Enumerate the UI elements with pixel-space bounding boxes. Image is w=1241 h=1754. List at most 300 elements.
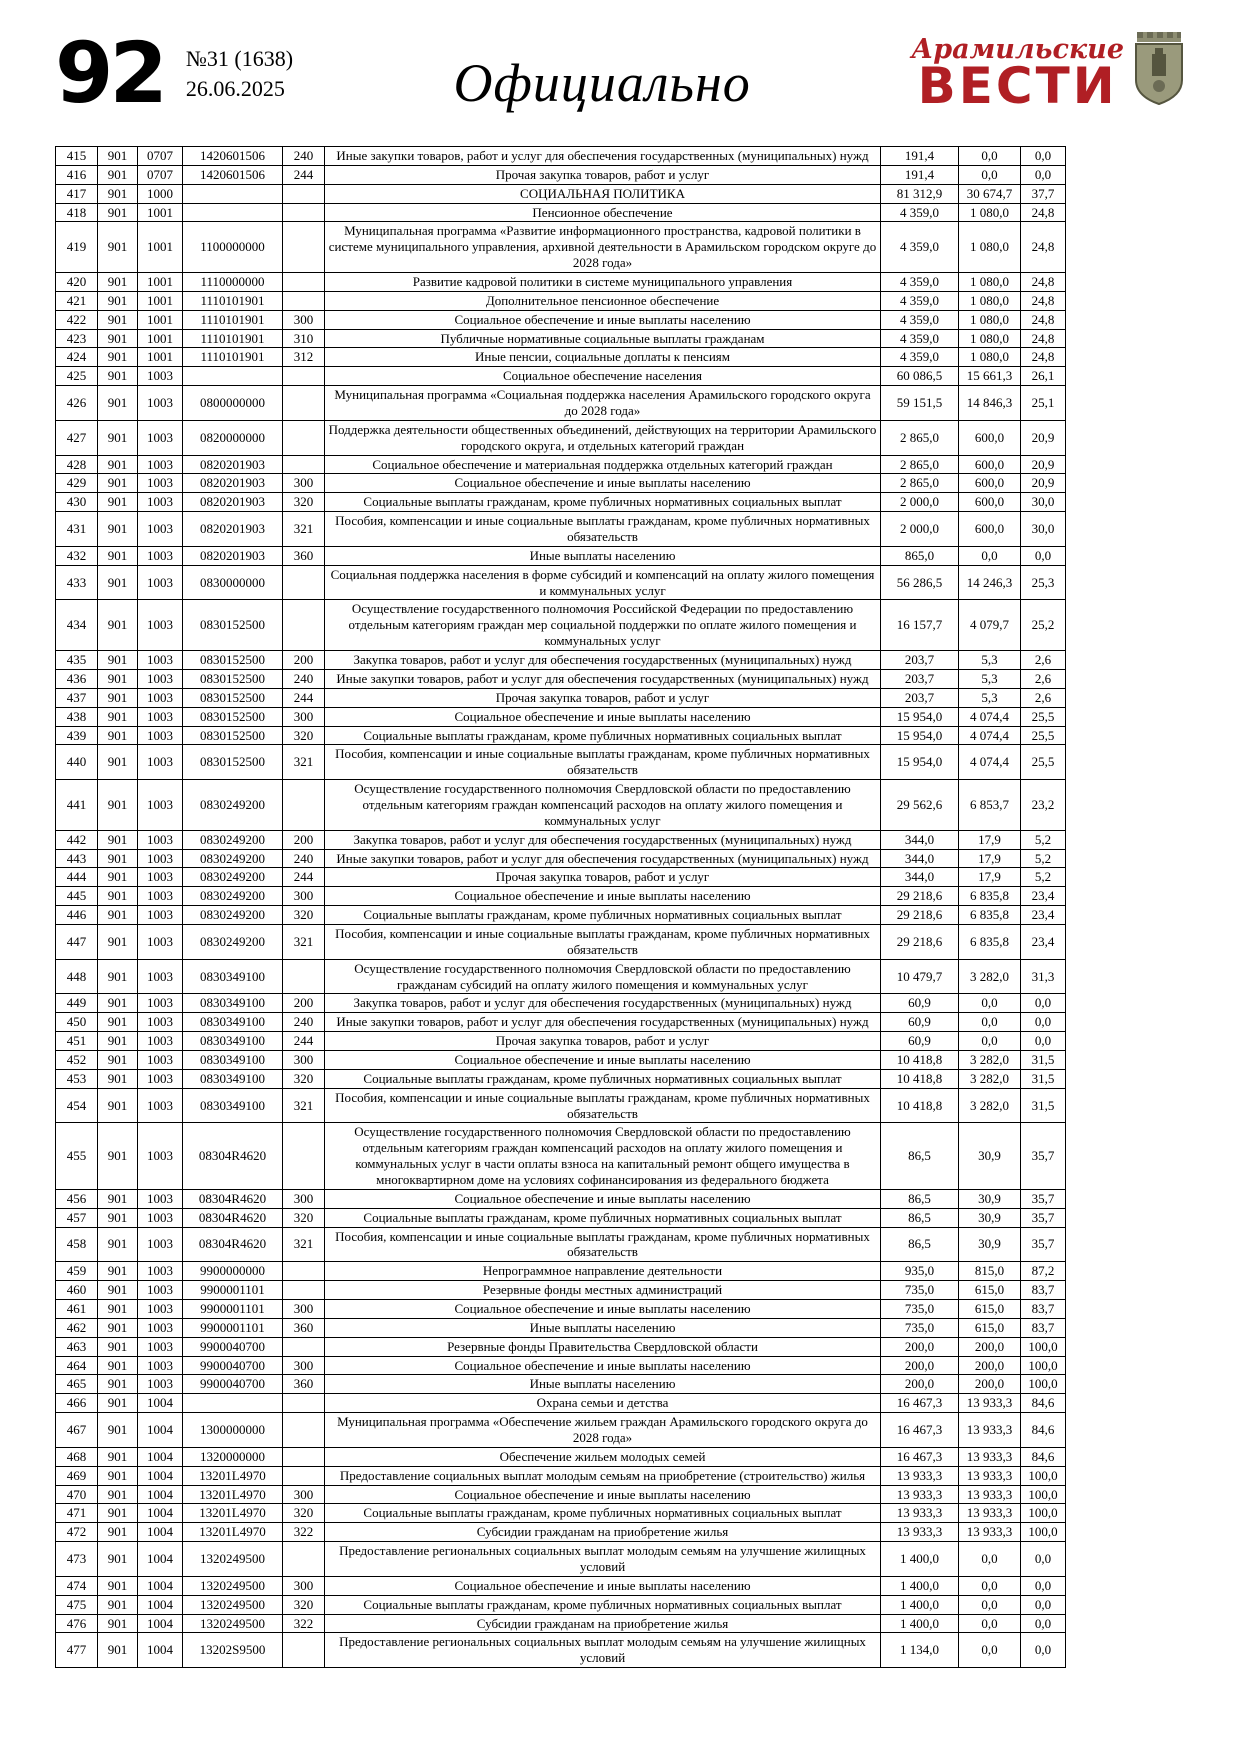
cell-pct: 5,2 (1021, 830, 1066, 849)
cell-pct: 84,6 (1021, 1447, 1066, 1466)
cell-pct: 23,4 (1021, 887, 1066, 906)
table-row (56, 1447, 1066, 1466)
cell-rz: 1004 (138, 1523, 183, 1542)
cell-fact: 5,3 (959, 669, 1021, 688)
cell-name: Социальное обеспечение и иные выплаты населению (325, 1189, 881, 1208)
cell-grbs: 901 (98, 184, 138, 203)
cell-csr: 0830152500 (183, 651, 283, 670)
cell-fact: 17,9 (959, 868, 1021, 887)
cell-n: 427 (56, 420, 98, 455)
table-row (56, 1337, 1066, 1356)
cell-plan: 865,0 (881, 546, 959, 565)
cell-plan: 60,9 (881, 1032, 959, 1051)
cell-grbs: 901 (98, 1300, 138, 1319)
table-row (56, 1394, 1066, 1413)
table-row (56, 493, 1066, 512)
cell-n: 431 (56, 512, 98, 547)
cell-csr: 1110101901 (183, 348, 283, 367)
cell-csr: 1320249500 (183, 1595, 283, 1614)
table-row (56, 1356, 1066, 1375)
table-row (56, 924, 1066, 959)
cell-vr: 360 (283, 1318, 325, 1337)
cell-pct: 24,8 (1021, 273, 1066, 292)
cell-grbs: 901 (98, 222, 138, 273)
cell-pct: 35,7 (1021, 1208, 1066, 1227)
cell-grbs: 901 (98, 1050, 138, 1069)
cell-rz: 1001 (138, 273, 183, 292)
cell-plan: 200,0 (881, 1375, 959, 1394)
cell-rz: 1001 (138, 329, 183, 348)
cell-n: 443 (56, 849, 98, 868)
cell-grbs: 901 (98, 1595, 138, 1614)
cell-pct: 0,0 (1021, 546, 1066, 565)
cell-vr: 300 (283, 474, 325, 493)
cell-pct: 25,5 (1021, 726, 1066, 745)
cell-fact: 17,9 (959, 849, 1021, 868)
cell-fact: 0,0 (959, 1576, 1021, 1595)
cell-pct: 5,2 (1021, 868, 1066, 887)
cell-rz: 1004 (138, 1576, 183, 1595)
cell-plan: 16 467,3 (881, 1413, 959, 1448)
cell-vr (283, 420, 325, 455)
cell-fact: 0,0 (959, 1633, 1021, 1668)
cell-plan: 60 086,5 (881, 367, 959, 386)
cell-csr: 0830349100 (183, 1032, 283, 1051)
table-row (56, 1614, 1066, 1633)
cell-rz: 1003 (138, 1088, 183, 1123)
cell-grbs: 901 (98, 1069, 138, 1088)
issue-date: 26.06.2025 (185, 75, 285, 101)
cell-vr: 360 (283, 546, 325, 565)
cell-vr (283, 1633, 325, 1668)
cell-n: 475 (56, 1595, 98, 1614)
cell-csr: 9900001101 (183, 1281, 283, 1300)
cell-n: 446 (56, 906, 98, 925)
cell-n: 467 (56, 1413, 98, 1448)
cell-vr (283, 273, 325, 292)
cell-rz: 1003 (138, 849, 183, 868)
cell-fact: 13 933,3 (959, 1466, 1021, 1485)
table-row (56, 386, 1066, 421)
cell-pct: 2,6 (1021, 669, 1066, 688)
cell-rz: 1003 (138, 367, 183, 386)
cell-pct: 83,7 (1021, 1281, 1066, 1300)
cell-n: 426 (56, 386, 98, 421)
cell-n: 477 (56, 1633, 98, 1668)
cell-name: Пособия, компенсации и иные социальные выплаты гражданам, кроме публичных нормативных обязательств (325, 924, 881, 959)
cell-n: 447 (56, 924, 98, 959)
cell-rz: 1003 (138, 887, 183, 906)
cell-n: 428 (56, 455, 98, 474)
cell-fact: 13 933,3 (959, 1394, 1021, 1413)
cell-n: 424 (56, 348, 98, 367)
cell-rz: 1004 (138, 1413, 183, 1448)
table-row (56, 273, 1066, 292)
cell-plan: 4 359,0 (881, 348, 959, 367)
cell-csr: 0830249200 (183, 868, 283, 887)
cell-plan: 1 400,0 (881, 1542, 959, 1577)
cell-name: Социальное обеспечение населения (325, 367, 881, 386)
cell-csr: 0830000000 (183, 565, 283, 600)
cell-grbs: 901 (98, 1523, 138, 1542)
cell-plan: 86,5 (881, 1123, 959, 1189)
table-row (56, 420, 1066, 455)
cell-n: 433 (56, 565, 98, 600)
cell-csr: 13201L4970 (183, 1523, 283, 1542)
table-row (56, 1523, 1066, 1542)
cell-csr: 9900001101 (183, 1318, 283, 1337)
coat-of-arms-icon (1132, 30, 1186, 106)
cell-csr: 0820000000 (183, 420, 283, 455)
cell-fact: 0,0 (959, 546, 1021, 565)
cell-rz: 1001 (138, 203, 183, 222)
cell-csr: 1300000000 (183, 1413, 283, 1448)
cell-fact: 615,0 (959, 1281, 1021, 1300)
cell-vr (283, 1123, 325, 1189)
cell-pct: 2,6 (1021, 651, 1066, 670)
table-row (56, 348, 1066, 367)
cell-fact: 600,0 (959, 493, 1021, 512)
cell-n: 468 (56, 1447, 98, 1466)
cell-n: 472 (56, 1523, 98, 1542)
cell-pct: 0,0 (1021, 1595, 1066, 1614)
cell-name: Закупка товаров, работ и услуг для обеспечения государственных (муниципальных) нужд (325, 651, 881, 670)
cell-csr: 0820201903 (183, 493, 283, 512)
cell-vr: 322 (283, 1523, 325, 1542)
cell-fact: 6 853,7 (959, 780, 1021, 831)
cell-name: Закупка товаров, работ и услуг для обеспечения государственных (муниципальных) нужд (325, 830, 881, 849)
cell-n: 470 (56, 1485, 98, 1504)
table-row (56, 1300, 1066, 1319)
page-header (0, 0, 1241, 144)
cell-pct: 0,0 (1021, 1013, 1066, 1032)
cell-n: 415 (56, 147, 98, 166)
table-row (56, 1633, 1066, 1668)
cell-csr (183, 367, 283, 386)
cell-vr (283, 1394, 325, 1413)
cell-plan: 203,7 (881, 651, 959, 670)
cell-fact: 3 282,0 (959, 1050, 1021, 1069)
cell-fact: 200,0 (959, 1337, 1021, 1356)
cell-csr: 08304R4620 (183, 1208, 283, 1227)
cell-pct: 35,7 (1021, 1189, 1066, 1208)
cell-grbs: 901 (98, 455, 138, 474)
cell-plan: 15 954,0 (881, 726, 959, 745)
cell-csr: 9900000000 (183, 1262, 283, 1281)
cell-n: 425 (56, 367, 98, 386)
cell-plan: 4 359,0 (881, 291, 959, 310)
cell-pct: 2,6 (1021, 688, 1066, 707)
table-row (56, 707, 1066, 726)
cell-vr: 240 (283, 849, 325, 868)
cell-csr: 1110101901 (183, 291, 283, 310)
cell-fact: 615,0 (959, 1318, 1021, 1337)
cell-vr (283, 600, 325, 651)
cell-fact: 13 933,3 (959, 1447, 1021, 1466)
cell-plan: 15 954,0 (881, 707, 959, 726)
cell-fact: 13 933,3 (959, 1413, 1021, 1448)
cell-pct: 0,0 (1021, 1633, 1066, 1668)
table-row (56, 512, 1066, 547)
table-row (56, 222, 1066, 273)
cell-csr: 0830349100 (183, 1050, 283, 1069)
table-row (56, 184, 1066, 203)
cell-vr (283, 1281, 325, 1300)
cell-name: Социальное обеспечение и иные выплаты населению (325, 887, 881, 906)
cell-fact: 600,0 (959, 512, 1021, 547)
cell-plan: 191,4 (881, 147, 959, 166)
cell-rz: 1004 (138, 1633, 183, 1668)
cell-csr: 1320249500 (183, 1576, 283, 1595)
cell-csr: 08304R4620 (183, 1189, 283, 1208)
cell-rz: 1003 (138, 906, 183, 925)
cell-n: 423 (56, 329, 98, 348)
cell-name: Муниципальная программа «Социальная поддержка населения Арамильского городского округа до 2028 года» (325, 386, 881, 421)
cell-pct: 0,0 (1021, 1542, 1066, 1577)
cell-csr: 0830349100 (183, 1069, 283, 1088)
cell-grbs: 901 (98, 512, 138, 547)
cell-grbs: 901 (98, 493, 138, 512)
cell-grbs: 901 (98, 1504, 138, 1523)
cell-plan: 2 865,0 (881, 420, 959, 455)
cell-rz: 1003 (138, 651, 183, 670)
cell-vr (283, 1447, 325, 1466)
cell-n: 474 (56, 1576, 98, 1595)
cell-plan: 1 400,0 (881, 1614, 959, 1633)
cell-n: 418 (56, 203, 98, 222)
cell-rz: 1003 (138, 688, 183, 707)
cell-vr: 321 (283, 512, 325, 547)
cell-vr: 321 (283, 1227, 325, 1262)
cell-name: Иные выплаты населению (325, 546, 881, 565)
cell-fact: 1 080,0 (959, 310, 1021, 329)
cell-pct: 31,5 (1021, 1088, 1066, 1123)
cell-vr (283, 1466, 325, 1485)
cell-n: 466 (56, 1394, 98, 1413)
cell-plan: 10 418,8 (881, 1069, 959, 1088)
cell-vr: 200 (283, 994, 325, 1013)
cell-n: 473 (56, 1542, 98, 1577)
cell-plan: 13 933,3 (881, 1466, 959, 1485)
cell-pct: 31,5 (1021, 1050, 1066, 1069)
cell-pct: 25,5 (1021, 745, 1066, 780)
cell-plan: 191,4 (881, 165, 959, 184)
cell-grbs: 901 (98, 329, 138, 348)
cell-fact: 0,0 (959, 147, 1021, 166)
cell-rz: 1003 (138, 745, 183, 780)
cell-name: Осуществление государственного полномочия Свердловской области по предоставлению отдельным категориям граждан компенсаций расходов на оплату жилого помещения и коммунальных услуг (325, 780, 881, 831)
cell-csr: 0830349100 (183, 994, 283, 1013)
cell-rz: 0707 (138, 165, 183, 184)
cell-name: Пособия, компенсации и иные социальные выплаты гражданам, кроме публичных нормативных обязательств (325, 1227, 881, 1262)
cell-vr: 320 (283, 1069, 325, 1088)
cell-name: Социальное обеспечение и материальная поддержка отдельных категорий граждан (325, 455, 881, 474)
cell-n: 445 (56, 887, 98, 906)
cell-plan: 344,0 (881, 868, 959, 887)
cell-csr: 0820201903 (183, 455, 283, 474)
cell-csr: 0830249200 (183, 780, 283, 831)
issue-number: №31 (1638) (185, 46, 294, 71)
cell-name: Поддержка деятельности общественных объединений, действующих на территории Арамильского городского округа, и отдельных категорий граждан (325, 420, 881, 455)
cell-rz: 1003 (138, 994, 183, 1013)
cell-name: Муниципальная программа «Обеспечение жильем граждан Арамильского городского округа до 2028 года» (325, 1413, 881, 1448)
cell-csr: 0830349100 (183, 1088, 283, 1123)
cell-fact: 4 079,7 (959, 600, 1021, 651)
cell-name: Иные закупки товаров, работ и услуг для обеспечения государственных (муниципальных) нужд (325, 1013, 881, 1032)
cell-grbs: 901 (98, 1485, 138, 1504)
cell-csr: 9900040700 (183, 1356, 283, 1375)
cell-vr (283, 184, 325, 203)
cell-plan: 4 359,0 (881, 273, 959, 292)
cell-grbs: 901 (98, 565, 138, 600)
cell-n: 464 (56, 1356, 98, 1375)
cell-csr: 0830349100 (183, 1013, 283, 1032)
cell-rz: 1003 (138, 1032, 183, 1051)
cell-pct: 100,0 (1021, 1485, 1066, 1504)
cell-grbs: 901 (98, 386, 138, 421)
cell-csr: 0830249200 (183, 849, 283, 868)
table-row (56, 291, 1066, 310)
cell-vr: 244 (283, 1032, 325, 1051)
cell-rz: 1003 (138, 493, 183, 512)
cell-vr: 310 (283, 329, 325, 348)
cell-plan: 16 157,7 (881, 600, 959, 651)
cell-rz: 1003 (138, 1281, 183, 1300)
cell-n: 456 (56, 1189, 98, 1208)
cell-pct: 84,6 (1021, 1413, 1066, 1448)
cell-csr: 08304R4620 (183, 1123, 283, 1189)
cell-n: 476 (56, 1614, 98, 1633)
cell-pct: 26,1 (1021, 367, 1066, 386)
cell-csr: 0820201903 (183, 474, 283, 493)
cell-fact: 17,9 (959, 830, 1021, 849)
cell-fact: 1 080,0 (959, 203, 1021, 222)
cell-fact: 615,0 (959, 1300, 1021, 1319)
cell-vr: 320 (283, 1208, 325, 1227)
cell-rz: 1001 (138, 348, 183, 367)
table-row (56, 310, 1066, 329)
cell-n: 440 (56, 745, 98, 780)
cell-pct: 31,5 (1021, 1069, 1066, 1088)
cell-name: Иные выплаты населению (325, 1375, 881, 1394)
cell-rz: 1003 (138, 474, 183, 493)
cell-plan: 935,0 (881, 1262, 959, 1281)
cell-grbs: 901 (98, 273, 138, 292)
cell-pct: 30,0 (1021, 493, 1066, 512)
cell-grbs: 901 (98, 651, 138, 670)
cell-grbs: 901 (98, 1413, 138, 1448)
cell-name: Социальное обеспечение и иные выплаты населению (325, 1300, 881, 1319)
cell-grbs: 901 (98, 147, 138, 166)
masthead-text (911, 34, 1124, 115)
masthead-name: Арамильские (911, 34, 1124, 65)
cell-fact: 30,9 (959, 1208, 1021, 1227)
cell-csr: 13202S9500 (183, 1633, 283, 1668)
cell-vr: 244 (283, 165, 325, 184)
table-row (56, 147, 1066, 166)
cell-fact: 5,3 (959, 651, 1021, 670)
cell-pct: 24,8 (1021, 203, 1066, 222)
cell-vr: 240 (283, 147, 325, 166)
cell-rz: 1003 (138, 1318, 183, 1337)
table-row (56, 1050, 1066, 1069)
table-row (56, 1262, 1066, 1281)
cell-n: 421 (56, 291, 98, 310)
cell-pct: 25,1 (1021, 386, 1066, 421)
cell-grbs: 901 (98, 745, 138, 780)
cell-plan: 200,0 (881, 1356, 959, 1375)
cell-n: 471 (56, 1504, 98, 1523)
cell-pct: 100,0 (1021, 1356, 1066, 1375)
cell-rz: 1001 (138, 310, 183, 329)
cell-grbs: 901 (98, 367, 138, 386)
cell-vr: 244 (283, 688, 325, 707)
cell-fact: 30,9 (959, 1123, 1021, 1189)
cell-plan: 344,0 (881, 830, 959, 849)
cell-name: Социальная поддержка населения в форме субсидий и компенсаций на оплату жилого помещения и коммунальных услуг (325, 565, 881, 600)
cell-vr: 300 (283, 1189, 325, 1208)
cell-csr: 13201L4970 (183, 1504, 283, 1523)
cell-name: Пособия, компенсации и иные социальные выплаты гражданам, кроме публичных нормативных обязательств (325, 745, 881, 780)
cell-csr: 0830152500 (183, 726, 283, 745)
cell-name: Непрограммное направление деятельности (325, 1262, 881, 1281)
cell-plan: 86,5 (881, 1189, 959, 1208)
table-row (56, 887, 1066, 906)
cell-name: Социальные выплаты гражданам, кроме публичных нормативных социальных выплат (325, 906, 881, 925)
cell-pct: 0,0 (1021, 147, 1066, 166)
cell-n: 462 (56, 1318, 98, 1337)
cell-name: Прочая закупка товаров, работ и услуг (325, 688, 881, 707)
cell-n: 455 (56, 1123, 98, 1189)
cell-vr: 312 (283, 348, 325, 367)
cell-plan: 203,7 (881, 669, 959, 688)
cell-n: 438 (56, 707, 98, 726)
cell-vr: 320 (283, 1595, 325, 1614)
table-row (56, 959, 1066, 994)
table-row (56, 688, 1066, 707)
table-row (56, 994, 1066, 1013)
cell-n: 460 (56, 1281, 98, 1300)
cell-vr: 300 (283, 1300, 325, 1319)
table-row (56, 868, 1066, 887)
cell-csr: 1110101901 (183, 329, 283, 348)
cell-n: 442 (56, 830, 98, 849)
cell-name: Пособия, компенсации и иные социальные выплаты гражданам, кроме публичных нормативных обязательств (325, 512, 881, 547)
cell-grbs: 901 (98, 849, 138, 868)
cell-pct: 35,7 (1021, 1123, 1066, 1189)
cell-fact: 815,0 (959, 1262, 1021, 1281)
cell-vr: 300 (283, 1576, 325, 1595)
cell-name: Социальные выплаты гражданам, кроме публичных нормативных социальных выплат (325, 493, 881, 512)
cell-grbs: 901 (98, 906, 138, 925)
cell-pct: 23,4 (1021, 924, 1066, 959)
cell-pct: 100,0 (1021, 1375, 1066, 1394)
cell-fact: 30,9 (959, 1227, 1021, 1262)
cell-csr: 08304R4620 (183, 1227, 283, 1262)
cell-rz: 1004 (138, 1447, 183, 1466)
cell-pct: 0,0 (1021, 1614, 1066, 1633)
cell-pct: 100,0 (1021, 1504, 1066, 1523)
cell-vr: 320 (283, 493, 325, 512)
cell-grbs: 901 (98, 1375, 138, 1394)
cell-vr: 320 (283, 906, 325, 925)
cell-vr (283, 1413, 325, 1448)
cell-rz: 1003 (138, 512, 183, 547)
cell-grbs: 901 (98, 546, 138, 565)
cell-csr: 0830249200 (183, 924, 283, 959)
table-row (56, 1032, 1066, 1051)
cell-n: 430 (56, 493, 98, 512)
